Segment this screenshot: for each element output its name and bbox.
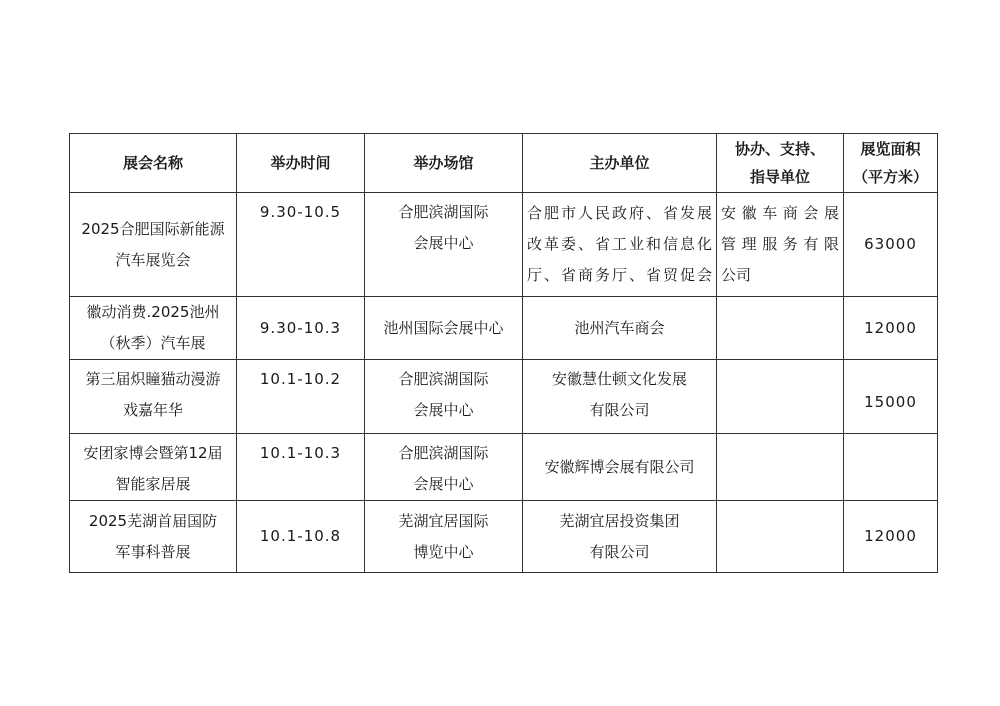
table-row bbox=[70, 360, 938, 434]
cell-name: 2025合肥国际新能源 汽车展览会 bbox=[70, 193, 237, 297]
header-area: 展览面积 （平方米） bbox=[844, 134, 938, 193]
cell-support bbox=[717, 501, 844, 573]
header-time: 举办时间 bbox=[237, 134, 365, 193]
header-venue: 举办场馆 bbox=[365, 134, 523, 193]
cell-organizer: 安徽慧仕顿文化发展 有限公司 bbox=[523, 360, 717, 434]
cell-name: 2025芜湖首届国防 军事科普展 bbox=[70, 501, 237, 573]
cell-support bbox=[717, 434, 844, 501]
cell-organizer: 池州汽车商会 bbox=[523, 297, 717, 360]
cell-area bbox=[844, 434, 938, 501]
cell-area: 12000 bbox=[844, 297, 938, 360]
cell-venue: 合肥滨湖国际 会展中心 bbox=[365, 360, 523, 434]
cell-support bbox=[717, 360, 844, 434]
cell-time: 10.1-10.2 bbox=[237, 360, 365, 434]
table-row bbox=[70, 434, 938, 501]
cell-name: 徽动消费.2025池州 （秋季）汽车展 bbox=[70, 297, 237, 360]
header-name: 展会名称 bbox=[70, 134, 237, 193]
cell-venue: 合肥滨湖国际 会展中心 bbox=[365, 434, 523, 501]
header-support: 协办、支持、 指导单位 bbox=[717, 134, 844, 193]
cell-name: 安团家博会暨第12届 智能家居展 bbox=[70, 434, 237, 501]
table-header-row bbox=[70, 134, 938, 193]
cell-area: 63000 bbox=[844, 193, 938, 297]
table-row bbox=[70, 193, 938, 297]
cell-organizer: 合肥市人民政府、省发展 改革委、省工业和信息化 厅、省商务厅、省贸促会 bbox=[523, 193, 717, 297]
cell-time: 9.30-10.3 bbox=[237, 297, 365, 360]
cell-time: 9.30-10.5 bbox=[237, 193, 365, 297]
cell-venue: 芜湖宜居国际 博览中心 bbox=[365, 501, 523, 573]
table-row bbox=[70, 297, 938, 360]
exhibition-table bbox=[69, 133, 938, 573]
table-row bbox=[70, 501, 938, 573]
cell-support bbox=[717, 297, 844, 360]
cell-organizer: 芜湖宜居投资集团 有限公司 bbox=[523, 501, 717, 573]
cell-venue: 池州国际会展中心 bbox=[365, 297, 523, 360]
cell-name: 第三届炽瞳猫动漫游 戏嘉年华 bbox=[70, 360, 237, 434]
cell-area: 12000 bbox=[844, 501, 938, 573]
cell-time: 10.1-10.3 bbox=[237, 434, 365, 501]
cell-time: 10.1-10.8 bbox=[237, 501, 365, 573]
cell-venue: 合肥滨湖国际 会展中心 bbox=[365, 193, 523, 297]
cell-support: 安徽车商会展 管理服务有限 公司 bbox=[717, 193, 844, 297]
cell-area: 15000 bbox=[844, 360, 938, 434]
header-organizer: 主办单位 bbox=[523, 134, 717, 193]
cell-organizer: 安徽辉博会展有限公司 bbox=[523, 434, 717, 501]
